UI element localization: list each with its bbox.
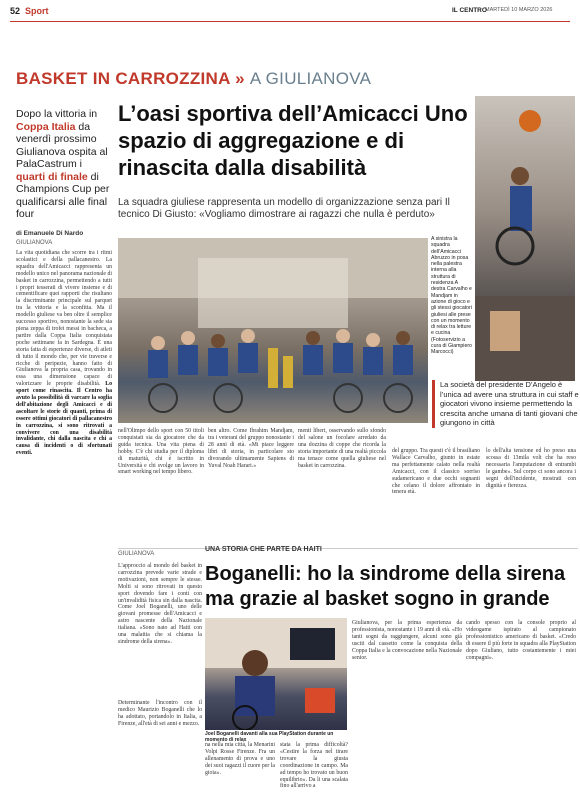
col1-text: La vita quotidiana che scorre tra i ritmi scolastici e della pallacanestro. La squadra dell'Amicacci rappresenta un modello unico nel panorama nazionale di basket in carrozzina, permettendo a tutti i propri tesserati di vivere insieme e di cementificare quei rapporti che risultano la discriminante principale sul parquet tra la vittoria e la sconfitta. Ma il modello giuliese va ben oltre il semplice successo sportivo, nonostante la sede sia piena zeppa di trofei messi in bacheca, a partire dalla Coppa Italia conquistata poche settimane fa in Sardegna. È una storia fatta di esperienze diverse, di atleti di tutto il mondo che, per vie traverse e ricche di peripezie, hanno fatto di Giulianova la propria casa, trovando in essa una dimensione capace di valorizzare le proprie disabilità. xyxy=(16,250,112,388)
team-photo-illustration xyxy=(118,238,428,423)
boganelli-photo-illustration xyxy=(205,618,347,730)
headline: L’oasi sportiva dell’Amicacci Uno spazio di aggregazione e di rinascita dalla disabilità xyxy=(118,101,468,180)
article2-column-5: cando spesso con la console proprio al videogame ispirato al campionato professionistico americano di basket. «Credo di essere il più forte in squadra alla PlayStation dopo Giuliano, tutto costantemente i miei compagni». xyxy=(466,620,576,661)
kicker-location: A GIULIANOVA xyxy=(249,69,372,88)
article-column-2: nell'Olimpo dello sport con 50 titoli conquistati sia da giocatore che da guida tecnica. Una vita piena di hobby. C'è chi studia per il diploma di maturità, chi è iscritto in Università e chi svolge un lavoro in smart working nel tempo libero. xyxy=(118,428,204,476)
article2-column-3: stata la prima difficoltà? «Cestire la forza nel tirare trovare la giusta coordinazione in campo. Ma ad tempo ho trovato un buon equilibrio». Da li una scalata fino all'arrivo a xyxy=(280,742,348,790)
issue-date: MARTEDÌ 10 MARZO 2026 xyxy=(485,7,553,13)
article2-byline: GIULIANOVA xyxy=(118,551,155,557)
article2-column-6: na nella mia città, la Menarini Volpi Rosse Firenze. Fra un allenamento di prova e uno dei suoi ragazzi il cuore per la gioia». xyxy=(205,742,275,776)
lede-text-3: di Champions Cup per qualificarsi alle final four xyxy=(16,170,110,220)
page-header xyxy=(10,3,570,22)
article-column-1 xyxy=(16,250,112,457)
kicker xyxy=(16,69,371,89)
byline-author: di Emanuele Di Nardo xyxy=(16,230,84,237)
team-photo xyxy=(118,238,428,423)
section-label: Sport xyxy=(25,6,49,16)
col1b-text: Lo sport come rinascita. Il Centro ha avuto la possibilità di varcare la soglia dell'abitazione degli Amicacci e di ascoltare le storie di quanti, prima di essere ottimi giocatori di pallacanestro in carrozzina, si sono ritrovati a convivere con una disabilità invalidante, chi dalla nascita e chi a causa di incidenti o di sfortunati eventi. xyxy=(16,381,112,457)
article-column-3: ben altro. Come Ibrahim Mandjam, tra i veterani del gruppo nonostante i 28 anni di età. «Mi piace leggere libri di storia, in particolare sto divorando ultimamente Sapiens di Yuval Noah Harari.» xyxy=(208,428,294,469)
article-separator xyxy=(118,548,578,549)
subheadline: La squadra giuliese rappresenta un modello di organizzazione senza pari Il tecnico Di Giusto: «Vogliamo dimostrare ai ragazzi che nulla è perduto» xyxy=(118,197,450,220)
lede-bold-2: quarti di finale xyxy=(16,170,88,183)
lede-text-2: da venerdì prossimo Giulianova ospita al PalaCastrum i xyxy=(16,120,108,170)
lede-bold-1: Coppa Italia xyxy=(16,120,76,133)
lede xyxy=(16,108,111,221)
article2-column-4: Giulianova, per la prima esperienza da professionista, nonostante i 19 anni di età. «Ho tanti sogni da raggiungere, alcuni sono già usciti dal cassetto come la conquista della Coppa Italia e la convocazione nella Nazionale senior. xyxy=(352,620,462,661)
kicker-topic: BASKET IN CARROZZINA xyxy=(16,69,231,88)
action-photo-illustration xyxy=(475,96,575,381)
page-number: 52 xyxy=(10,6,21,16)
kicker-arrow: » xyxy=(235,69,245,88)
photo-caption: A sinistra la squadra dell’Amicacci Abruzzo in posa nella palestra interna alla struttura di residenza A destra Carvalho e Mandjam in azione di gioco e gli stessi giocatori giuliesi alle prese con un momento di relax tra letture e cucina (Fotoservizio a cura di Giampiero Marcocci) xyxy=(431,236,472,356)
article2-tag: UNA STORIA CHE PARTE DA HAITI xyxy=(205,546,322,553)
boganelli-caption: Joel Boganelli davanti alla sua PlayStation durante un momento di relax xyxy=(205,731,334,743)
article-column-4: menti liberi, osservando sullo sfondo del salone un focolare arredato da una dozzina di coppe che ricorda la storia importante di una realtà piccola ma tenace come quella giuliese nel basket in carrozzina. xyxy=(298,428,386,469)
boganelli-photo xyxy=(205,618,347,730)
article2-headline: Boganelli: ho la sindrome della sirena ma grazie al basket sogno in grande xyxy=(205,563,566,610)
byline-place: GIULIANOVA xyxy=(16,240,53,246)
article2-column-1: L'approccio al mondo del basket in carrozzina prevede varie strade e motivazioni, non sempre le stesse. Molti si sono ritrovati in questo sport dovendo fare i conti con un'invalidità fisica sin dalla nascita. Come Joel Boganelli, uno delle giovani promesse dell'Amicacci e astro nascente della Nazionale italiana. «Sono nato ad Haiti con una malattia che si chiama la sindrome della sirena». xyxy=(118,563,202,645)
newspaper-name: IL CENTRO xyxy=(452,7,487,14)
lede-text-1: Dopo la vittoria in xyxy=(16,108,98,120)
article-column-6: lo dell'alta tensione ed ho preso una scossa di 13mila volt che ha reso necessaria l'amputazione di entrambi le gambe». Sul corpo ci sono ancora i segni dell'incidente, mostrati con dignità e fierezza. xyxy=(486,448,576,489)
pull-quote: La società del presidente D’Angelo è l’unica ad avere una struttura in cui staff e giocatori vivono insieme permettendo la crescita anche umana di tanti giovani che giungono in città xyxy=(432,380,580,428)
action-photo xyxy=(475,96,575,381)
article2-column-2: Determinante l'incontro con il medico Maurizio Boganelli che lo ha adottato, portandolo in Italia, a Firenze, all'età di sei anni e mezzo. xyxy=(118,700,202,727)
article-column-5: del gruppo. Tra questi c'è il brasiliano Wallace Carvalho, giunto in estate ma perfettamente calato nella realtà Amicacci, con il classico sorriso sudamericano e due occhi sognanti che celano il dolore affrontato in tenera età. xyxy=(392,448,480,496)
